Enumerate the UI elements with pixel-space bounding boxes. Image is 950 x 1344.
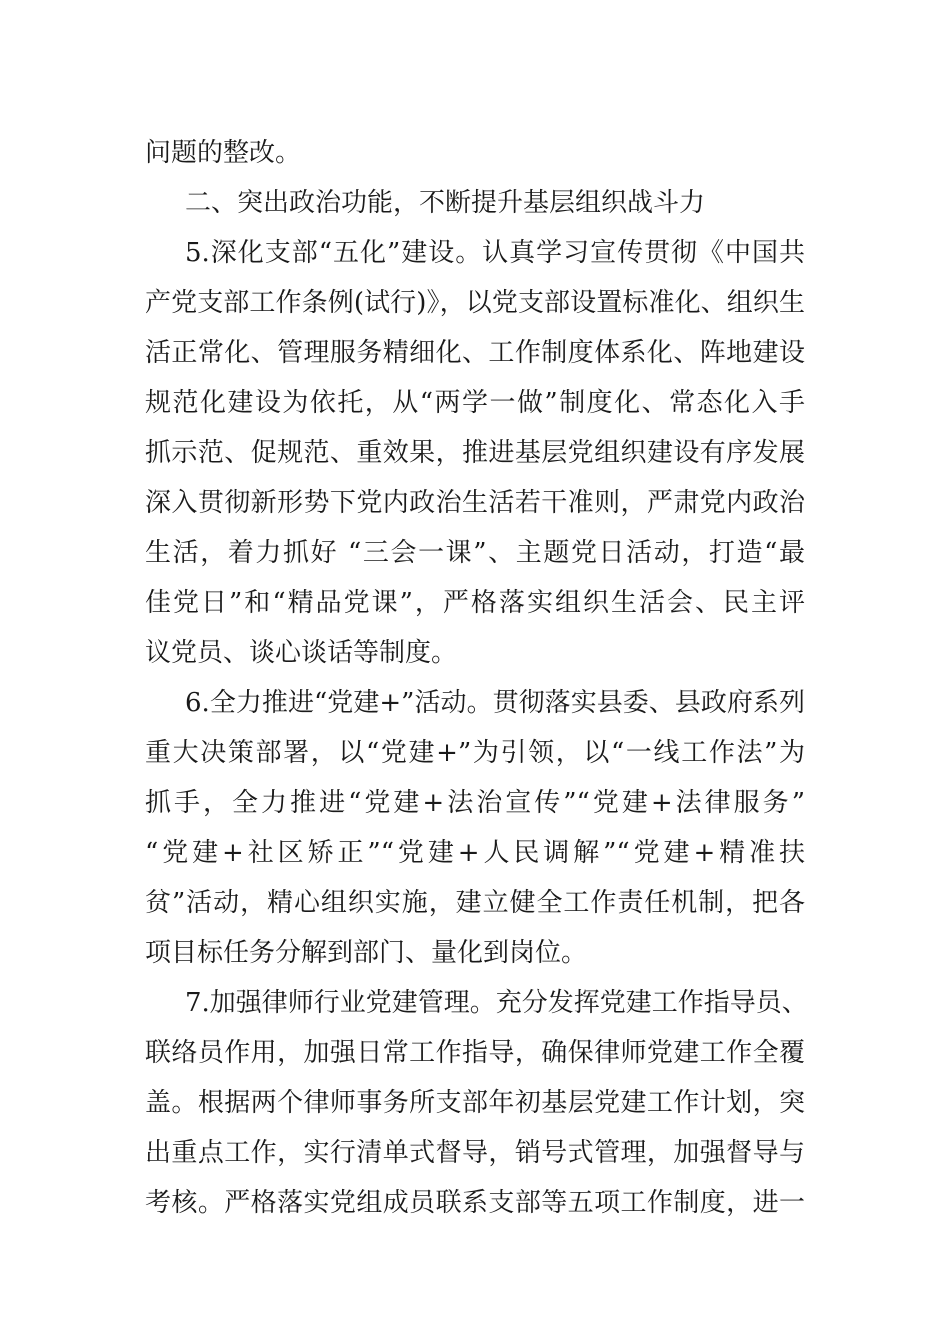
text-line: 佳党日”和“精品党课”，严格落实组织生活会、民主评 — [145, 588, 805, 618]
text-line: 议党员、谈心谈话等制度。 — [145, 638, 458, 668]
text-line: 贫”活动，精心组织实施，建立健全工作责任机制，把各 — [145, 888, 805, 918]
text-line: 抓手，全力推进“党建+法治宣传”“党建+法律服务” — [145, 788, 805, 818]
text-line: 二、突出政治功能，不断提升基层组织战斗力 — [185, 188, 706, 218]
text-line: 抓示范、促规范、重效果，推进基层党组织建设有序发展 — [145, 438, 805, 468]
text-line: 项目标任务分解到部门、量化到岗位。 — [145, 938, 588, 968]
text-line: 盖。根据两个律师事务所支部年初基层党建工作计划，突 — [145, 1088, 805, 1118]
text-line: 出重点工作，实行清单式督导，销号式管理，加强督导与 — [145, 1138, 805, 1168]
text-line: “党建+社区矫正”“党建+人民调解”“党建+精准扶 — [145, 838, 805, 868]
text-line: 5.深化支部“五化”建设。认真学习宣传贯彻《中国共 — [185, 238, 805, 268]
text-line: 活正常化、管理服务精细化、工作制度体系化、阵地建设 — [145, 338, 805, 368]
document-body — [145, 128, 808, 1228]
text-line: 联络员作用，加强日常工作指导，确保律师党建工作全覆 — [145, 1038, 805, 1068]
text-line: 问题的整改。 — [145, 138, 302, 168]
text-line: 7.加强律师行业党建管理。充分发挥党建工作指导员、 — [185, 988, 808, 1018]
text-line: 产党支部工作条例(试行)》，以党支部设置标准化、组织生 — [145, 288, 805, 318]
text-line: 深入贯彻新形势下党内政治生活若干准则，严肃党内政治 — [145, 488, 805, 518]
text-line: 6.全力推进“党建+”活动。贯彻落实县委、县政府系列 — [185, 688, 805, 718]
text-line: 重大决策部署，以“党建+”为引领，以“一线工作法”为 — [145, 738, 805, 768]
text-line: 考核。严格落实党组成员联系支部等五项工作制度，进一 — [145, 1188, 805, 1218]
text-line: 规范化建设为依托，从“两学一做”制度化、常态化入手 — [145, 388, 805, 418]
text-line: 生活，着力抓好 “三会一课”、主题党日活动，打造“最 — [145, 538, 805, 568]
